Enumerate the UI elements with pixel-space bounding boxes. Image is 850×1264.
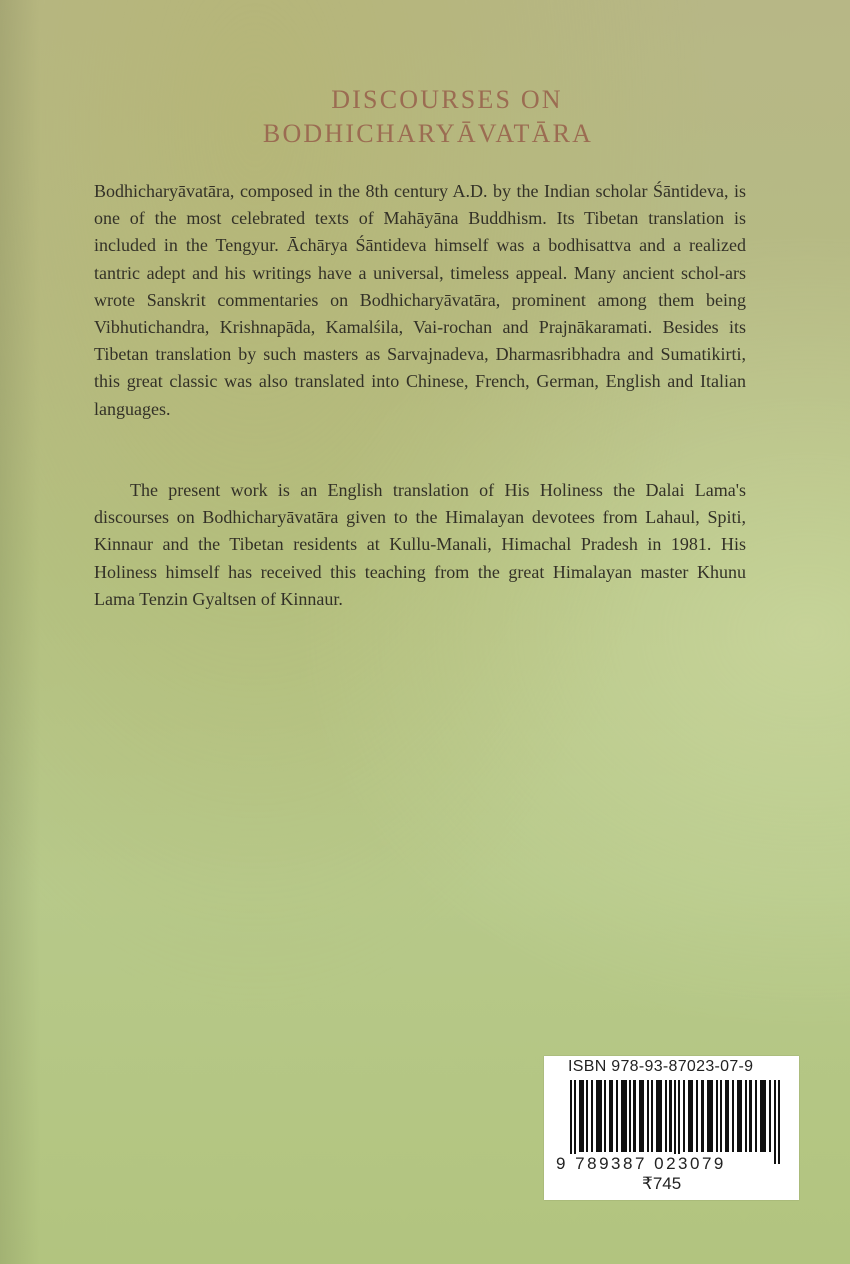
price-label: ₹745 <box>642 1174 682 1193</box>
book-title-line-1: DISCOURSES ON <box>331 85 563 114</box>
blurb-paragraph-1: Bodhicharyāvatāra, composed in the 8th century A.D. by the Indian scholar Śāntideva, is one of the most celebrated texts of Mahāyāna Buddhism. Its Tibetan translation is included in the Tengyur. Āchārya Śāntideva himself was a bodhisattva and a realized tantric adept and his writings have a universal, timeless appeal. Many ancient schol-ars wrote Sanskrit commentaries on Bodhicharyāvatāra, prominent among them being Vibhutichandra, Krishnapāda, Kamalśila, Vai-rochan and Prajnākaramati. Besides its Tibetan translation by such masters as Sarvajnadeva, Dharmasribhadra and Sumatikirti, this great classic was also translated into Chinese, French, German, English and Italian languages. <box>94 181 746 419</box>
blurb-paragraph-2: The present work is an English translation of His Holiness the Dalai Lama's discourses on Bodhicharyāvatāra given to the Himalayan devotees from Lahaul, Spiti, Kinnaur and the Tibetan residents at Kullu-Manali, Himachal Pradesh in 1981. His Holiness himself has received this teaching from the great Himalayan master Khunu Lama Tenzin Gyaltsen of Kinnaur. <box>94 480 746 609</box>
cover-shading <box>0 0 40 1264</box>
book-title-line-2: BODHICHARYĀVATĀRA <box>262 119 594 148</box>
isbn-number: ISBN 978-93-87023-07-9 <box>568 1058 754 1075</box>
isbn-barcode-label <box>544 1056 799 1200</box>
barcode-digits: 9 789387 023079 <box>556 1154 726 1173</box>
